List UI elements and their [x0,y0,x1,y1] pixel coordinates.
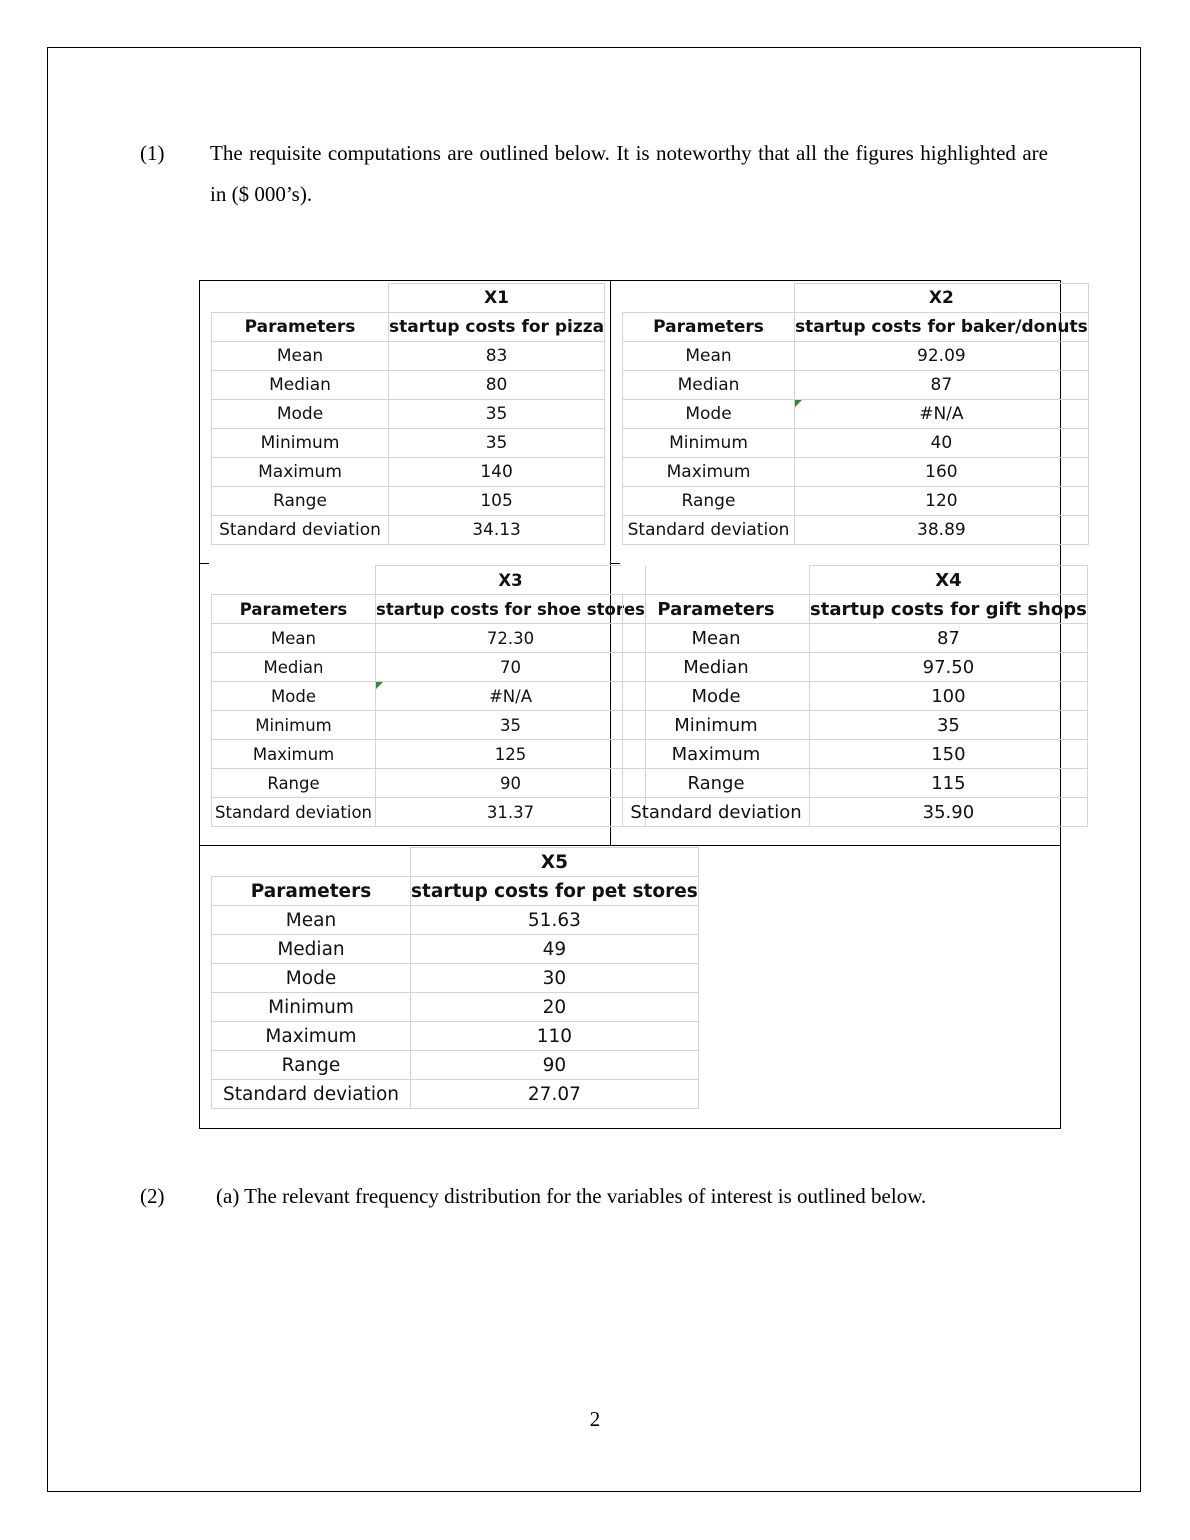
paragraph-2-text: (a) The relevant frequency distribution for the variables of interest is outlined below. [216,1184,927,1208]
parameters-header: Parameters [623,595,810,624]
table-row: Minimum 35 [212,711,646,740]
table-row: Standard deviation 35.90 [623,798,1088,827]
frame-tick-left [199,563,209,564]
frame-tick-middle [610,563,620,564]
table-row: Range 90 [212,769,646,798]
stats-table-x5 [211,847,699,1109]
table-row: Mean 51.63 [212,906,699,935]
error-cell: #N/A [795,400,1089,429]
table-row: Minimum 40 [623,429,1089,458]
table-row: Mean 92.09 [623,342,1089,371]
column-header: startup costs for pizza [389,313,605,342]
table-row: Range 115 [623,769,1088,798]
paragraph-1-text: The requisite computations are outlined below. It is noteworthy that all the figures highlighted are in ($ 000’s). [210,141,1048,206]
table-row: Range 105 [212,487,605,516]
table-row: Standard deviation 31.37 [212,798,646,827]
table-row: Mean 83 [212,342,605,371]
column-header: startup costs for pet stores [411,877,699,906]
parameters-header: Parameters [623,313,795,342]
table-row: Median 80 [212,371,605,400]
error-cell: #N/A [376,682,646,711]
table-row: Mean 87 [623,624,1088,653]
table-row: Median 87 [623,371,1089,400]
table-row: Mode 30 [212,964,699,993]
table-row: Median 49 [212,935,699,964]
variable-header: X2 [795,284,1089,313]
table-row: Median 70 [212,653,646,682]
stats-table-x4 [622,565,1088,827]
frame-divider-horizontal [199,845,1061,846]
table-row: Maximum 125 [212,740,646,769]
page-number: 2 [589,1407,601,1431]
table-row: Standard deviation 38.89 [623,516,1089,545]
stats-table-x1 [211,283,605,545]
table-row: Minimum 20 [212,993,699,1022]
table-row: Mode 35 [212,400,605,429]
variable-header: X4 [810,566,1088,595]
table-row: Minimum 35 [623,711,1088,740]
table-row: Mode #N/A [212,682,646,711]
parameters-header: Parameters [212,877,411,906]
table-row: Range 90 [212,1051,699,1080]
column-header: startup costs for shoe stores [376,595,646,624]
table-row: Mean 72.30 [212,624,646,653]
table-row: Median 97.50 [623,653,1088,682]
table-row: Standard deviation 27.07 [212,1080,699,1109]
stats-table-x2 [622,283,1089,545]
variable-header: X1 [389,284,605,313]
table-row: Maximum 110 [212,1022,699,1051]
variable-header: X3 [376,566,646,595]
stats-table-x3 [211,565,646,827]
table-row: Mode 100 [623,682,1088,711]
paragraph-1-number: (1) [140,141,165,165]
table-row: Maximum 160 [623,458,1089,487]
table-row: Range 120 [623,487,1089,516]
parameters-header: Parameters [212,595,376,624]
paragraph-2-number: (2) [140,1184,165,1208]
table-row: Minimum 35 [212,429,605,458]
column-header: startup costs for gift shops [810,595,1088,624]
table-row: Maximum 150 [623,740,1088,769]
table-row: Mode #N/A [623,400,1089,429]
variable-header: X5 [411,848,699,877]
parameters-header: Parameters [212,313,389,342]
table-row: Standard deviation 34.13 [212,516,605,545]
table-row: Maximum 140 [212,458,605,487]
column-header: startup costs for baker/donuts [795,313,1089,342]
